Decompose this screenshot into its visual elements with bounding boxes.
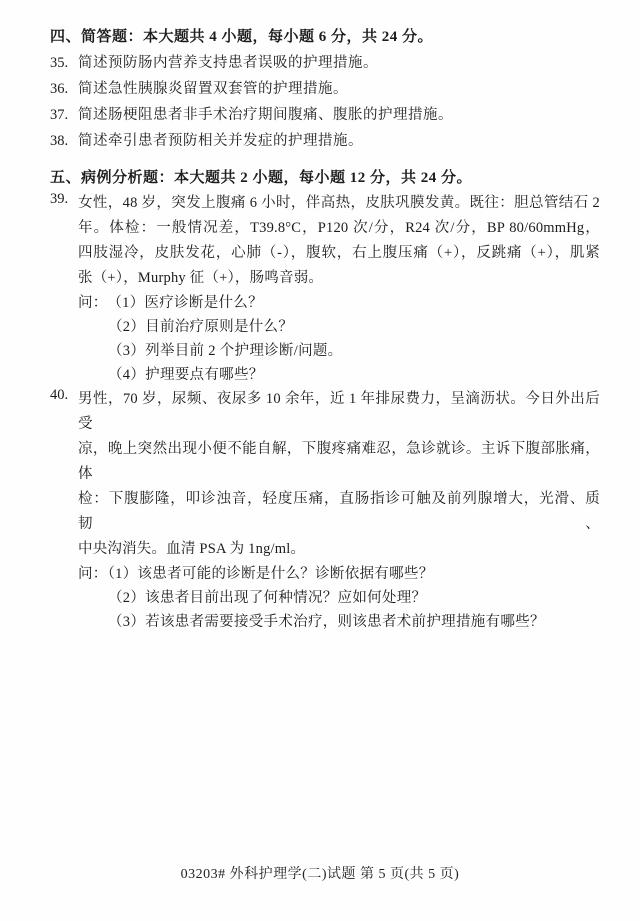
case-39-subquestion-4: （4）护理要点有哪些？ <box>108 367 264 383</box>
case-40-body-line-2: 凉，晚上突然出现小便不能自解，下腹疼痛难忍，急诊就诊。主诉下腹部胀痛，体 <box>78 441 600 482</box>
case-40 <box>50 387 600 634</box>
case-40-ask-label: 问： <box>78 566 108 582</box>
case-39 <box>50 191 600 387</box>
question-35-text: 简述预防肠内营养支持患者误吸的护理措施。 <box>78 55 378 71</box>
case-39-subquestion-1-text: （1）医疗诊断是什么？ <box>114 295 263 311</box>
case-40-subquestion-3: （3）若该患者需要接受手术治疗，则该患者术前护理措施有哪些？ <box>108 614 545 630</box>
question-37 <box>50 102 600 128</box>
case-39-body <box>78 191 600 387</box>
case-39-body-line-1: 女性，48 岁，突发上腹痛 6 小时，伴高热，皮肤巩膜发黄。既往：胆总管结石 2 <box>78 195 600 211</box>
question-38 <box>50 128 600 154</box>
case-39-subquestion-1 <box>78 291 600 315</box>
question-38-number: 38. <box>50 133 69 149</box>
case-40-body-line-1: 男性，70 岁，尿频、夜尿多 10 余年，近 1 年排尿费力，呈滴沥状。今日外出后受 <box>78 391 600 432</box>
question-36-text: 简述急性胰腺炎留置双套管的护理措施。 <box>78 81 348 97</box>
question-35-number: 35. <box>50 55 69 71</box>
case-39-number: 39. <box>50 191 69 207</box>
case-40-body <box>78 387 600 634</box>
case-39-body-line-3: 四肢湿冷，皮肤发花，心肺（-），腹软，右上腹压痛（+），反跳痛（+），肌紧 <box>78 245 600 261</box>
case-40-subquestion-1 <box>78 562 600 586</box>
case-39-body-line-2: 年。体检：一般情况差，T39.8°C，P120 次/分，R24 次/分，BP 80/60mmHg， <box>78 220 600 236</box>
exam-content <box>50 24 600 634</box>
question-36 <box>50 76 600 102</box>
case-40-subquestion-2: （2）该患者目前出现了何种情况？应如何处理？ <box>108 590 427 606</box>
question-38-text: 简述牵引患者预防相关并发症的护理措施。 <box>78 133 363 149</box>
question-35 <box>50 50 600 76</box>
case-39-ask-label: 问： <box>78 295 108 311</box>
section5-heading: 五、病例分析题：本大题共 2 小题，每小题 12 分，共 24 分。 <box>50 170 473 186</box>
case-40-body-line-4: 中央沟消失。血清 PSA 为 1ng/ml。 <box>78 541 306 557</box>
case-40-body-line-3: 检：下腹膨隆，叩诊浊音，轻度压痛，直肠指诊可触及前列腺增大，光滑、质韧、 <box>78 491 600 532</box>
case-39-subquestion-2: （2）目前治疗原则是什么？ <box>108 319 294 335</box>
section4-heading: 四、简答题：本大题共 4 小题，每小题 6 分，共 24 分。 <box>50 29 434 45</box>
question-37-text: 简述肠梗阻患者非手术治疗期间腹痛、腹胀的护理措施。 <box>78 107 453 123</box>
page-footer: 03203# 外科护理学(二)试题 第 5 页(共 5 页) <box>180 867 460 882</box>
case-39-body-line-4: 张（+），Murphy 征（+），肠鸣音弱。 <box>78 270 324 286</box>
case-40-subquestion-1-text: （1）该患者可能的诊断是什么？诊断依据有哪些？ <box>107 566 434 582</box>
question-37-number: 37. <box>50 107 69 123</box>
case-40-number: 40. <box>50 387 69 403</box>
question-36-number: 36. <box>50 81 69 97</box>
case-39-subquestion-3: （3）列举目前 2 个护理诊断/问题。 <box>108 343 343 359</box>
